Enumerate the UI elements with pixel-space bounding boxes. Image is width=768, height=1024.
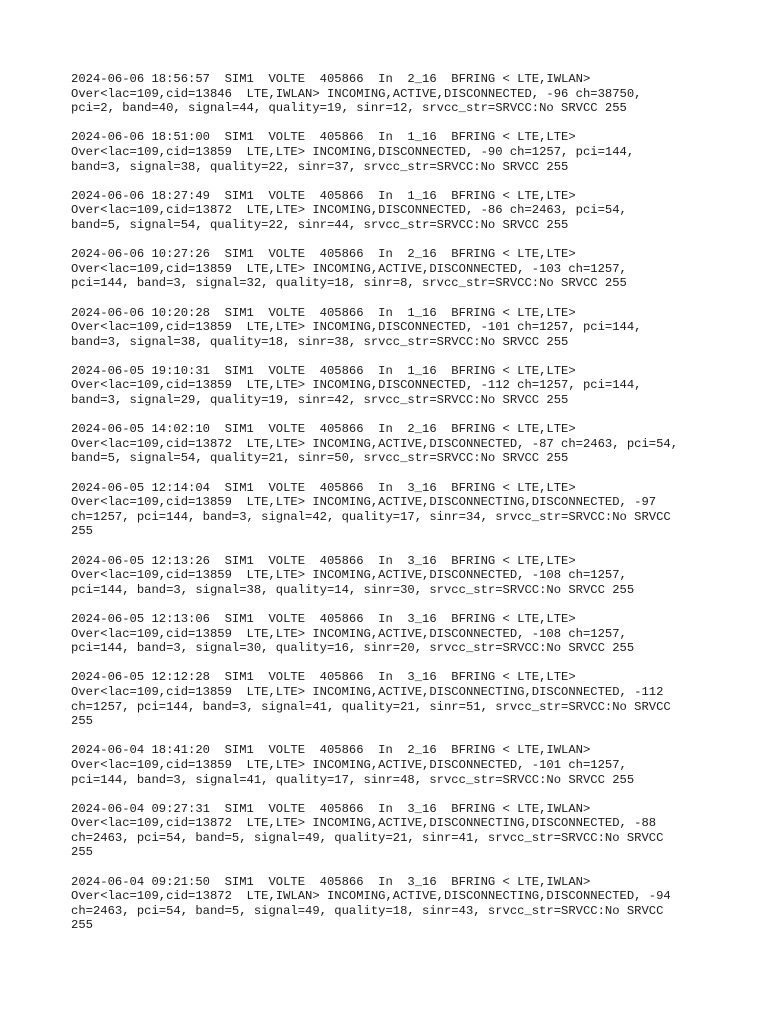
log-entry-line: band=3, signal=38, quality=18, sinr=38, srvcc_str=SRVCC:No SRVCC 255 xyxy=(71,334,569,349)
log-entry-line: 2024-06-06 10:27:26 SIM1 VOLTE 405866 In 2_16 BFRING < LTE,LTE> xyxy=(71,247,576,262)
log-entry xyxy=(71,130,761,174)
log-entry-line: 2024-06-05 12:13:06 SIM1 VOLTE 405866 In 3_16 BFRING < LTE,LTE> xyxy=(71,611,576,626)
log-entry xyxy=(71,802,761,860)
log-entry-line: Over<lac=109,cid=13859 LTE,LTE> INCOMING,DISCONNECTED, -112 ch=1257, pci=144, xyxy=(71,378,642,393)
log-entry-line: 2024-06-05 14:02:10 SIM1 VOLTE 405866 In 2_16 BFRING < LTE,LTE> xyxy=(71,422,576,437)
log-entry-line: 2024-06-06 18:27:49 SIM1 VOLTE 405866 In 1_16 BFRING < LTE,LTE> xyxy=(71,188,576,203)
log-entry-line: Over<lac=109,cid=13872 LTE,IWLAN> INCOMING,ACTIVE,DISCONNECTING,DISCONNECTED, -94 xyxy=(71,889,671,904)
log-entry-line: band=5, signal=54, quality=22, sinr=44, srvcc_str=SRVCC:No SRVCC 255 xyxy=(71,217,569,232)
log-entry-line: 2024-06-05 12:14:04 SIM1 VOLTE 405866 In 3_16 BFRING < LTE,LTE> xyxy=(71,480,576,495)
log-entry-line: Over<lac=109,cid=13859 LTE,LTE> INCOMING,ACTIVE,DISCONNECTING,DISCONNECTED, -112 xyxy=(71,684,664,699)
log-entry-line: Over<lac=109,cid=13872 LTE,LTE> INCOMING,ACTIVE,DISCONNECTING,DISCONNECTED, -88 xyxy=(71,816,657,831)
log-entry xyxy=(71,247,761,291)
log-entry xyxy=(71,875,761,933)
log-entry-line: Over<lac=109,cid=13859 LTE,LTE> INCOMING,ACTIVE,DISCONNECTED, -103 ch=1257, xyxy=(71,261,627,276)
log-entry xyxy=(71,72,761,116)
log-entry-line: 2024-06-06 18:56:57 SIM1 VOLTE 405866 In 2_16 BFRING < LTE,IWLAN> xyxy=(71,72,591,86)
log-entry xyxy=(71,422,761,466)
log-entry xyxy=(71,189,761,233)
log-entry-line: Over<lac=109,cid=13859 LTE,LTE> INCOMING,ACTIVE,DISCONNECTED, -108 ch=1257, xyxy=(71,626,627,641)
log-entry xyxy=(71,306,761,350)
log-entry-line: Over<lac=109,cid=13859 LTE,LTE> INCOMING,DISCONNECTED, -90 ch=1257, pci=144, xyxy=(71,144,635,159)
log-entry-line: Over<lac=109,cid=13872 LTE,LTE> INCOMING,DISCONNECTED, -86 ch=2463, pci=54, xyxy=(71,203,627,218)
log-entry xyxy=(71,554,761,598)
log-entry-line: band=3, signal=29, quality=19, sinr=42, srvcc_str=SRVCC:No SRVCC 255 xyxy=(71,393,569,408)
log-entry-line: 255 xyxy=(71,524,93,539)
log-entry-line: pci=2, band=40, signal=44, quality=19, sinr=12, srvcc_str=SRVCC:No SRVCC 255 xyxy=(71,101,627,116)
log-entry-line: pci=144, band=3, signal=38, quality=14, sinr=30, srvcc_str=SRVCC:No SRVCC 255 xyxy=(71,582,635,597)
log-entry-line: 2024-06-05 19:10:31 SIM1 VOLTE 405866 In 1_16 BFRING < LTE,LTE> xyxy=(71,363,576,378)
log-entry-line: band=3, signal=38, quality=22, sinr=37, srvcc_str=SRVCC:No SRVCC 255 xyxy=(71,159,569,174)
log-entry-line: 255 xyxy=(71,845,93,860)
log-entry-line: 2024-06-05 12:12:28 SIM1 VOLTE 405866 In 3_16 BFRING < LTE,LTE> xyxy=(71,670,576,685)
log-entry-line: Over<lac=109,cid=13859 LTE,LTE> INCOMING,ACTIVE,DISCONNECTING,DISCONNECTED, -97 xyxy=(71,495,657,510)
log-entry xyxy=(71,364,761,408)
log-entry-line: Over<lac=109,cid=13859 LTE,LTE> INCOMING,ACTIVE,DISCONNECTED, -101 ch=1257, xyxy=(71,757,627,772)
log-entry-line: Over<lac=109,cid=13846 LTE,IWLAN> INCOMING,ACTIVE,DISCONNECTED, -96 ch=38750, xyxy=(71,86,642,101)
log-entry-line: 255 xyxy=(71,714,93,729)
log-entry-line: Over<lac=109,cid=13859 LTE,LTE> INCOMING,ACTIVE,DISCONNECTED, -108 ch=1257, xyxy=(71,568,627,583)
log-entry-line: ch=2463, pci=54, band=5, signal=49, quality=18, sinr=43, srvcc_str=SRVCC:No SRVCC xyxy=(71,903,664,918)
log-entry-line: 2024-06-06 10:20:28 SIM1 VOLTE 405866 In 1_16 BFRING < LTE,LTE> xyxy=(71,305,576,320)
log-entry-line: 2024-06-04 18:41:20 SIM1 VOLTE 405866 In 2_16 BFRING < LTE,IWLAN> xyxy=(71,743,591,758)
log-entry xyxy=(71,612,761,656)
log-entry-line: ch=1257, pci=144, band=3, signal=42, quality=17, sinr=34, srvcc_str=SRVCC:No SRVCC xyxy=(71,509,671,524)
log-entry-line: 2024-06-04 09:21:50 SIM1 VOLTE 405866 In 3_16 BFRING < LTE,IWLAN> xyxy=(71,874,591,889)
log-entry xyxy=(71,670,761,728)
log-entry xyxy=(71,743,761,787)
log-entry-line: 255 xyxy=(71,918,93,933)
call-log xyxy=(71,72,761,948)
log-entry-line: Over<lac=109,cid=13872 LTE,LTE> INCOMING,ACTIVE,DISCONNECTED, -87 ch=2463, pci=54, xyxy=(71,436,679,451)
log-entry-line: 2024-06-05 12:13:26 SIM1 VOLTE 405866 In 3_16 BFRING < LTE,LTE> xyxy=(71,553,576,568)
log-entry-line: pci=144, band=3, signal=32, quality=18, sinr=8, srvcc_str=SRVCC:No SRVCC 255 xyxy=(71,276,627,291)
log-entry-line: ch=1257, pci=144, band=3, signal=41, quality=21, sinr=51, srvcc_str=SRVCC:No SRVCC xyxy=(71,699,671,714)
log-entry-line: pci=144, band=3, signal=41, quality=17, sinr=48, srvcc_str=SRVCC:No SRVCC 255 xyxy=(71,772,635,787)
log-entry-line: pci=144, band=3, signal=30, quality=16, sinr=20, srvcc_str=SRVCC:No SRVCC 255 xyxy=(71,641,635,656)
log-entry-line: band=5, signal=54, quality=21, sinr=50, srvcc_str=SRVCC:No SRVCC 255 xyxy=(71,451,569,466)
log-entry-line: 2024-06-06 18:51:00 SIM1 VOLTE 405866 In 1_16 BFRING < LTE,LTE> xyxy=(71,130,576,145)
log-entry-line: ch=2463, pci=54, band=5, signal=49, quality=21, sinr=41, srvcc_str=SRVCC:No SRVCC xyxy=(71,830,664,845)
log-entry-line: Over<lac=109,cid=13859 LTE,LTE> INCOMING,DISCONNECTED, -101 ch=1257, pci=144, xyxy=(71,320,642,335)
log-entry-line: 2024-06-04 09:27:31 SIM1 VOLTE 405866 In 3_16 BFRING < LTE,IWLAN> xyxy=(71,801,591,816)
log-entry xyxy=(71,481,761,539)
